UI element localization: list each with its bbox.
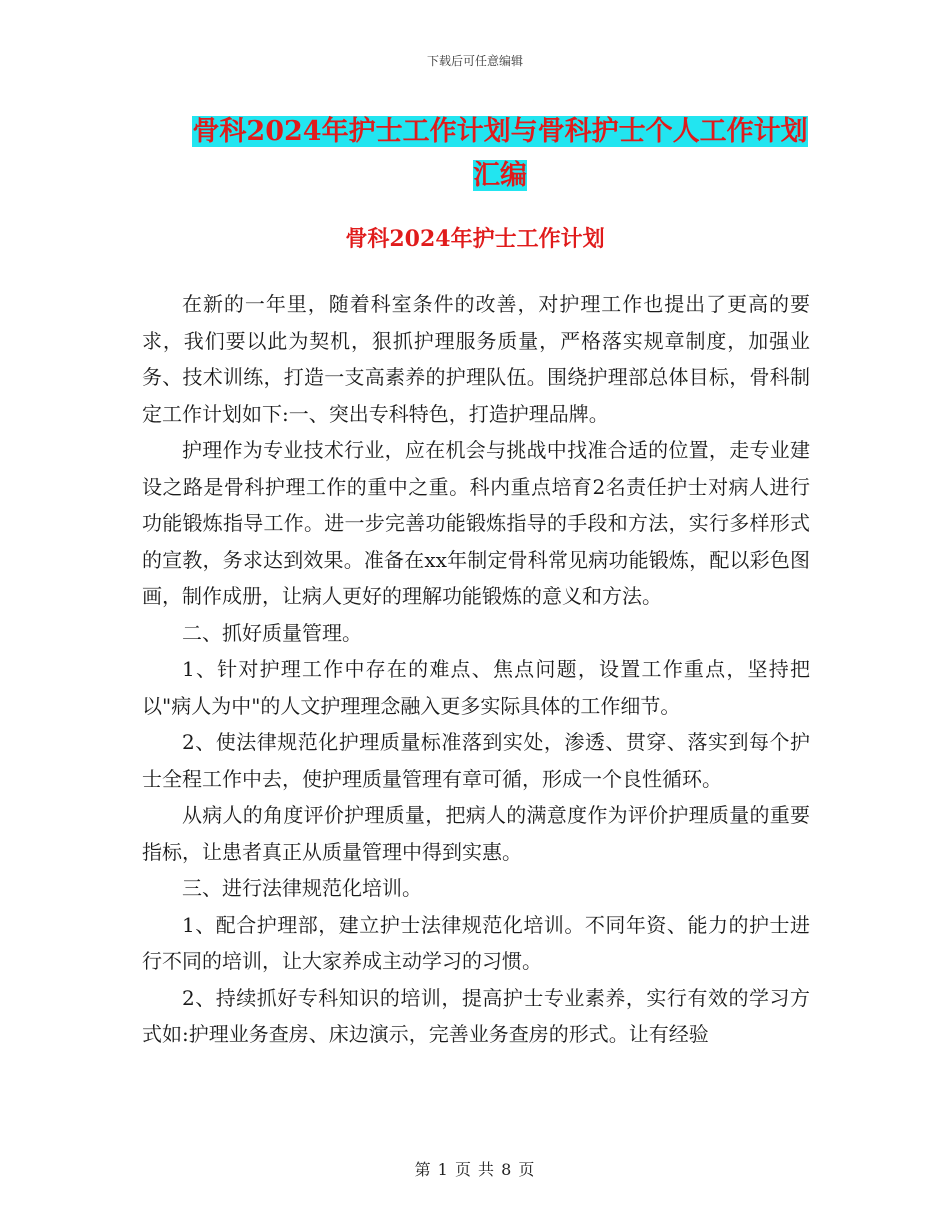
paragraph: 护理作为专业技术行业，应在机会与挑战中找准合适的位置，走专业建设之路是骨科护理工作的重中之重。科内重点培育2名责任护士对病人进行功能锻炼指导工作。进一步完善功能锻炼指导的手段和方法，实行多样形式的宣教，务求达到效果。准备在xx年制定骨科常见病功能锻炼，配以彩色图画，制作成册，让病人更好的理解功能锻炼的意义和方法。 <box>142 438 810 608</box>
paragraph: 1、针对护理工作中存在的难点、焦点问题，设置工作重点，坚持把以"病人为中"的人文护理理念融入更多实际具体的工作细节。 <box>142 657 810 718</box>
paragraph: 从病人的角度评价护理质量，把病人的满意度作为评价护理质量的重要指标，让患者真正从质量管理中得到实惠。 <box>142 803 810 864</box>
paragraph: 2、持续抓好专科知识的培训，提高护士专业素养，实行有效的学习方式如:护理业务查房、床边演示，完善业务查房的形式。让有经验 <box>142 985 810 1046</box>
section-title: 骨科2024年护士工作计划 <box>345 226 605 252</box>
paragraph: 在新的一年里，随着科室条件的改善，对护理工作也提出了更高的要求，我们要以此为契机，狠抓护理服务质量，严格落实规章制度，加强业务、技术训练，打造一支高素养的护理队伍。围绕护理部总体目标，骨科制定工作计划如下:一、突出专科特色，打造护理品牌。 <box>142 292 810 426</box>
paragraph: 1、配合护理部，建立护士法律规范化培训。不同年资、能力的护士进行不同的培训，让大家养成主动学习的习惯。 <box>142 912 810 973</box>
document-title <box>190 110 810 198</box>
paragraph: 三、进行法律规范化培训。 <box>182 876 422 900</box>
header-note: 下载后可任意编辑 <box>426 54 523 68</box>
page-footer: 第 1 页 共 8 页 <box>414 1160 536 1179</box>
paragraph: 二、抓好质量管理。 <box>182 620 362 645</box>
paragraph: 2、使法律规范化护理质量标准落到实处，渗透、贯穿、落实到每个护士全程工作中去，使护理质量管理有章可循，形成一个良性循环。 <box>142 730 810 791</box>
document-title-text: 骨科2024年护士工作计划与骨科护士个人工作计划汇编 <box>192 116 808 191</box>
document-body <box>142 286 810 1053</box>
